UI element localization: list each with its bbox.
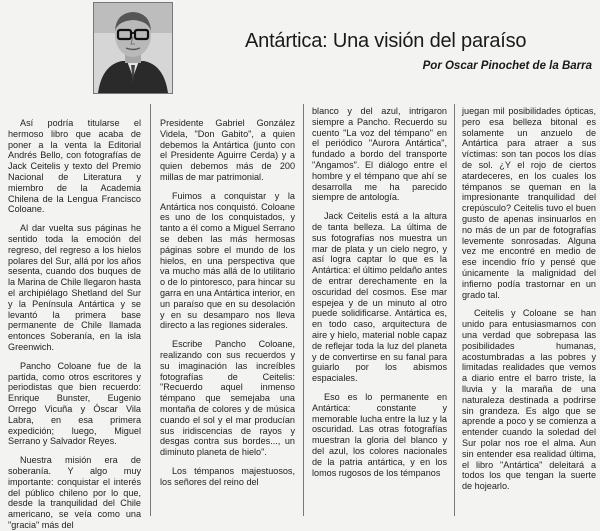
paragraph: Los témpanos majestuosos, los señores del reino del — [160, 465, 295, 487]
paragraph: Presidente Gabriel González Videla, "Don Gabito", a quien debemos la Antártica (junto con el Presidente Aguirre Cerda) y a quien debemos más de 200 millas de mar patrimonial. — [160, 118, 295, 182]
article-column-4 — [462, 106, 596, 504]
paragraph: Ceitelis y Coloane se han unido para entusiasmarnos con una verdad que sobrepasa las posibilidades humanas, acostumbradas a las pobres y limitadas realidades que vemos a diario entre el barro triste, la lluvia y la maraña de una naturaleza destinada a podrirse sin grandeza. Es algo que se aprende a poco y se comienza a entender cuando la soledad del Sur polar nos roe el alma. Aun sin entender esa realidad última, el libro "Antártica" deleitará a todos los que tengan la suerte de hojearlo. — [462, 308, 596, 492]
column-divider — [454, 104, 455, 516]
paragraph: Pancho Coloane fue de la partida, como otros escritores y periodistas que bien recuerdo: Enrique Bunster, Eugenio Orrego Vicuña y Óscar Vila Labra, en esa primera expedición; luego, Miguel Serrano y Salvador Reyes. — [8, 360, 141, 447]
paragraph: Fuimos a conquistar y la Antártica nos conquistó. Coloane es uno de los conquistados, y tanto a él como a Miguel Serrano se deben las más hermosas páginas sobre el mundo de los hielos, en una perspectiva que va mucho más allá de lo utilitario o de lo pintoresco, para hincar su garra en una Antártica interior, en un paraíso que en su desolación y en su desamparo nos lleva directo a las regiones siderales. — [160, 190, 295, 331]
paragraph: Eso es lo permanente en Antártica: constante y memorable lucha entre la luz y la oscuridad. Las otras fotografías muestran la gloria del blanco y del azul, los colores nacionales de la patria antártica, y en los lomos rugosos de los témpanos — [312, 391, 447, 478]
column-divider — [303, 104, 304, 516]
article-column-2 — [160, 118, 295, 516]
paragraph: Nuestra misión era de soberanía. Y algo muy importante: conquistar el interés del público chileno por lo que, desde la tranquilidad del Chile americano, se veía como una "gracia" más del — [8, 455, 141, 530]
paragraph: blanco y del azul, intrigaron siempre a Pancho. Recuerdo su cuento "La voz del témpano" en el periódico "Aurora Antártica", fundado a bordo del transporte "Angamos". El diálogo entre el hombre y el témpano que ahí se desarrolla me ha parecido siempre de antología. — [312, 106, 447, 203]
paragraph: Así podría titularse el hermoso libro que acaba de poner a la venta la Editorial Andrés Bello, con fotografías de Jack Ceitelis y texto del Premio Nacional de Literatura y miembro de la Academia Chilena de la Lengua Francisco Coloane. — [8, 118, 141, 215]
article-column-3 — [312, 106, 447, 504]
portrait-illustration — [94, 3, 172, 93]
paragraph: Escribe Pancho Coloane, realizando con sus recuerdos y su imaginación las increíbles fotografías de Ceitelis: "Recuerdo aquel inmenso témpano que semejaba una montaña de colores y de música cuando el sol y el mar producían sus iridiscencias de rayos y desgas contra sus bordes..., un diminuto planeta de hielo". — [160, 339, 295, 458]
paragraph: juegan mil posibilidades ópticas, pero esa belleza bitonal es solamente un anzuelo de Antártica para atraer a sus víctimas: son tan pocos los días de sol. ¿Y el rojo de ciertos atardeceres, en los cuales los témpanos se queman en la impresionante tranquilidad del crepúsculo? Ceitelis tuvo el buen gusto de apenas insinuarlos en no más de un par de fotografías levemente sonrosadas. Alguna vez me encontré en medio de ese incendio frío y pensé que únicamente la malignidad del infierno podía trastornar en un grado tal. — [462, 106, 596, 300]
article-byline: Por Oscar Pinochet de la Barra — [422, 60, 592, 72]
paragraph: Jack Ceitelis está a la altura de tanta belleza. La última de sus fotografías nos muestra un mar de plata y un cielo negro, y así logra captar lo que es la Antártica: el último peldaño antes de entrar derechamente en la oscuridad del cosmos. Ese mar espejea y de un minuto al otro puede solidificarse. Antártica es, en todo caso, arquitectura de aire y hielo, material noble capaz de reflejar toda la luz del planeta y de convertirse en su fanal para guiarlo por los abismos espaciales. — [312, 211, 447, 384]
article-title: Antártica: Una visión del paraíso — [245, 30, 527, 52]
column-divider — [150, 104, 151, 516]
paragraph: Al dar vuelta sus páginas he sentido toda la emoción del regreso, del regreso a los hielos polares del Sur, allá por los años sesenta, cuando dos buques de la Marina de Chile llegaron hasta el archipiélago Shetland del Sur y la Península Antártica y se levantó la primera base permanente de Chile llamada entonces Soberanía, en la isla Greenwich. — [8, 223, 141, 352]
article-column-1 — [8, 118, 141, 530]
author-portrait — [93, 2, 173, 94]
